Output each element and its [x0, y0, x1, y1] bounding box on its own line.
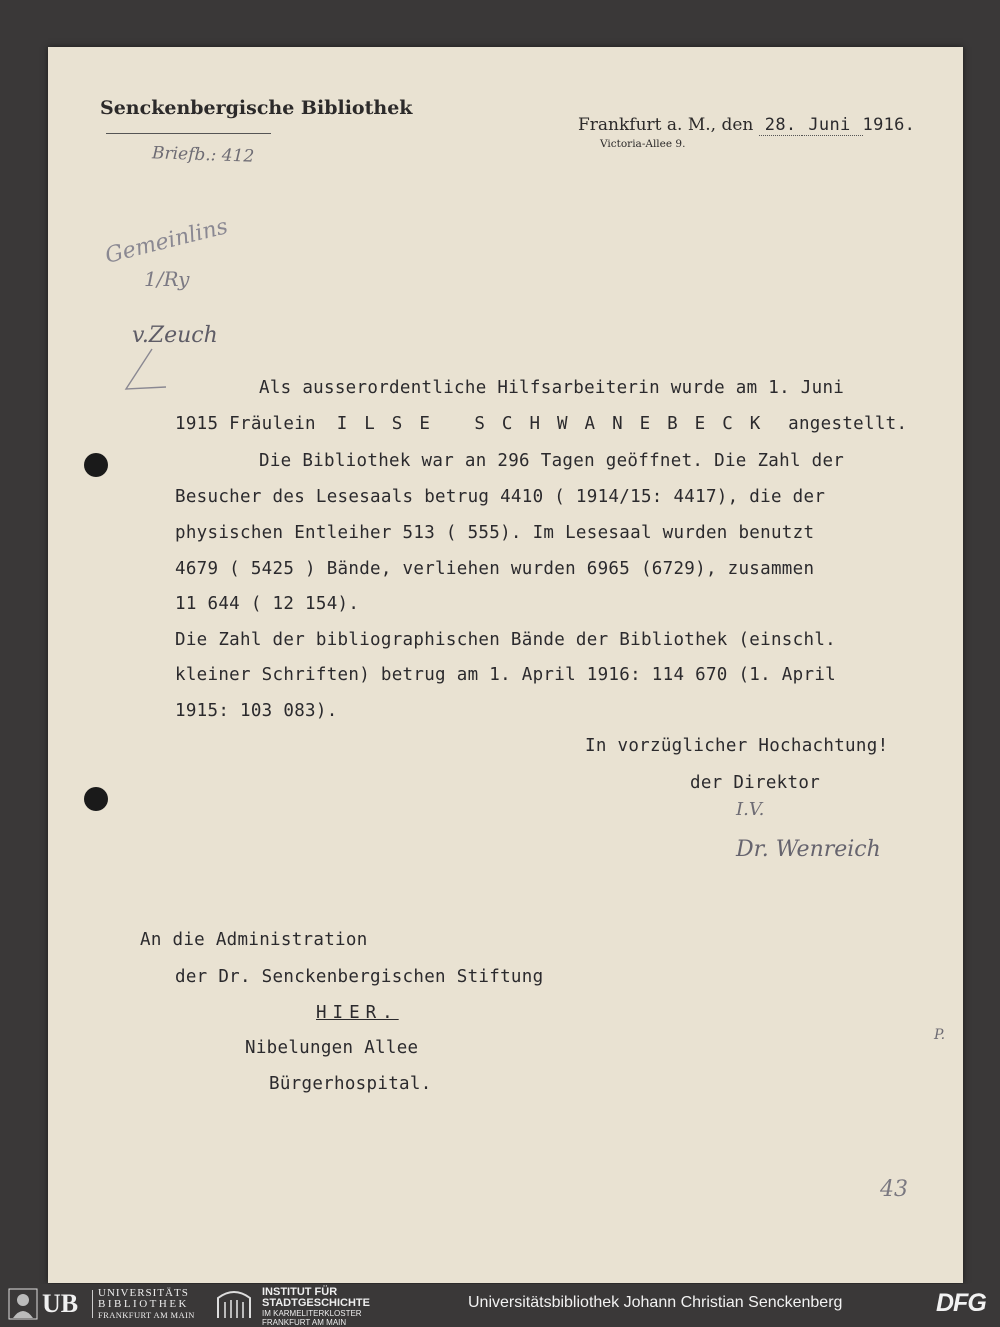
footer-bar: [0, 1284, 1000, 1327]
ub-logo: UB: [42, 1289, 79, 1318]
footer-divider: [92, 1290, 93, 1318]
body-line: physischen Entleiher 513 ( 555). Im Lesesaal wurden benutzt: [175, 523, 815, 543]
punch-hole-top: [84, 453, 108, 477]
body-line: 4679 ( 5425 ) Bände, verliehen wurden 6965 (6729), zusammen: [175, 559, 815, 579]
date-year: 1916.: [862, 115, 916, 135]
ub-line: FRANKFURT AM MAIN: [98, 1310, 195, 1320]
isg-line: INSTITUT FÜR: [262, 1286, 338, 1298]
body-line: kleiner Schriften) betrug am 1. April 1916: 114 670 (1. April: [175, 665, 836, 685]
body-line: 1915: 103 083).: [175, 701, 338, 721]
margin-note-3: v.Zeuch: [132, 323, 218, 348]
body-text: 1915 Fräulein: [175, 414, 316, 434]
pencil-scribble-icon: [122, 347, 172, 397]
body-line: Besucher des Lesesaals betrug 4410 ( 1914/15: 4417), die der: [175, 487, 826, 507]
isg-line: FRANKFURT AM MAIN: [262, 1318, 347, 1327]
ub-line: BIBLIOTHEK: [98, 1298, 189, 1310]
recipient-line: An die Administration: [140, 930, 368, 950]
ub-line: UNIVERSITÄTS: [98, 1287, 189, 1299]
body-line: 11 644 ( 12 154).: [175, 594, 360, 614]
page-number-note: 43: [880, 1177, 908, 1202]
letterhead-address: Victoria-Allee 9.: [600, 138, 686, 150]
pencil-mark-p: P.: [934, 1027, 946, 1043]
recipient-here: HIER.: [316, 1003, 399, 1023]
director-signature: Dr. Wenreich: [736, 837, 881, 862]
body-line: Die Bibliothek war an 296 Tagen geöffnet. Die Zahl der: [259, 451, 845, 471]
recipient-line: Bürgerhospital.: [269, 1074, 432, 1094]
isg-line: STADTGESCHICHTE: [262, 1297, 370, 1309]
ub-portrait-icon: [8, 1288, 38, 1320]
dfg-logo: DFG: [936, 1289, 986, 1317]
date-month: Juni: [802, 115, 862, 136]
closing-greeting: In vorzüglicher Hochachtung!: [585, 736, 889, 756]
letterhead-rule: [106, 133, 271, 134]
institution-letterhead: Senckenbergische Bibliothek: [100, 97, 413, 119]
body-text: angestellt.: [788, 414, 908, 434]
reference-note: Briefb.: 412: [151, 143, 255, 167]
closing-title: der Direktor: [690, 773, 821, 793]
employee-name: ILSE SCHWANEBECK: [336, 414, 778, 434]
punch-hole-bottom: [84, 787, 108, 811]
margin-note-2: 1/Ry: [144, 267, 190, 291]
recipient-line: Nibelungen Allee: [245, 1038, 419, 1058]
body-line: [175, 414, 907, 434]
body-line: Als ausserordentliche Hilfsarbeiterin wurde am 1. Juni: [259, 378, 845, 398]
recipient-line: der Dr. Senckenbergischen Stiftung: [175, 967, 544, 987]
isg-text-block: [262, 1287, 370, 1327]
ub-text-block: [98, 1288, 195, 1321]
isg-building-icon: [214, 1288, 254, 1320]
date-day: 28.: [759, 115, 803, 136]
letter-page: [48, 47, 963, 1283]
body-line: Die Zahl der bibliographischen Bände der Bibliothek (einschl.: [175, 630, 836, 650]
isg-line: IM KARMELITERKLOSTER: [262, 1309, 362, 1318]
place-label: Frankfurt a. M., den: [578, 115, 754, 135]
place-date-line: [578, 115, 915, 136]
proxy-mark: I.V.: [736, 799, 765, 820]
margin-note-1: Gemeinlins: [102, 214, 231, 269]
footer-center-text: Universitätsbibliothek Johann Christian Senckenberg: [468, 1294, 843, 1311]
